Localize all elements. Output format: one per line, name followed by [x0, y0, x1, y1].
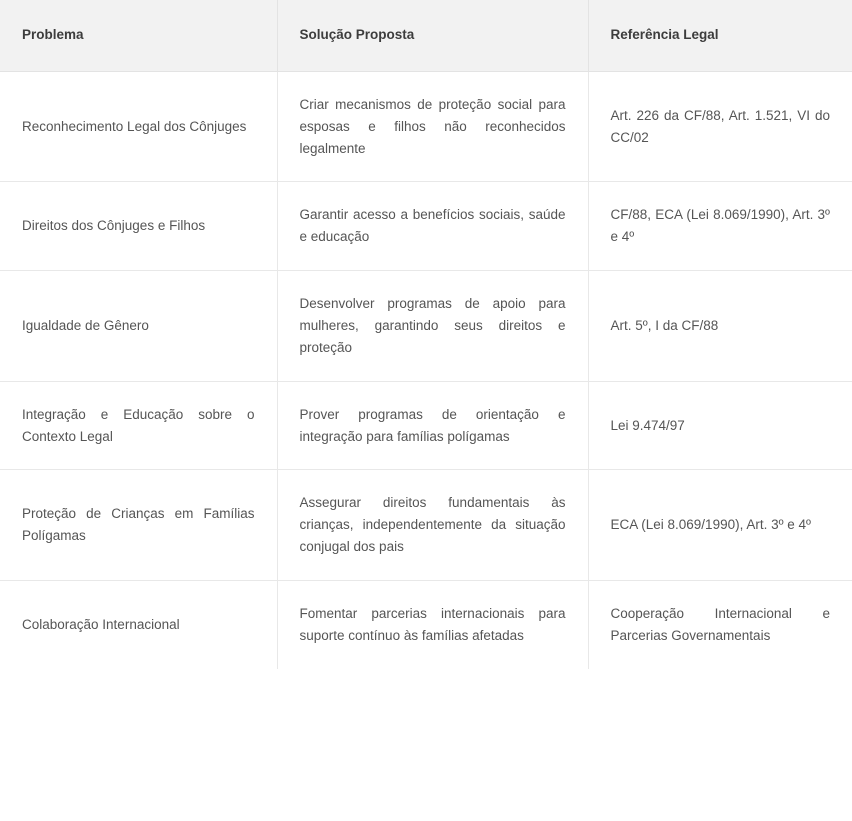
- cell-referencia: Cooperação Internacional e Parcerias Governamentais: [588, 581, 852, 669]
- cell-solucao: Garantir acesso a benefícios sociais, saúde e educação: [277, 182, 588, 271]
- column-header-solucao: Solução Proposta: [277, 0, 588, 71]
- column-header-referencia: Referência Legal: [588, 0, 852, 71]
- cell-solucao: Prover programas de orientação e integração para famílias polígamas: [277, 381, 588, 470]
- cell-solucao: Fomentar parcerias internacionais para suporte contínuo às famílias afetadas: [277, 581, 588, 669]
- table-header-row: [0, 0, 852, 71]
- cell-referencia: Art. 226 da CF/88, Art. 1.521, VI do CC/02: [588, 71, 852, 182]
- column-header-problema: Problema: [0, 0, 277, 71]
- cell-problema: Reconhecimento Legal dos Cônjuges: [0, 71, 277, 182]
- cell-problema: Direitos dos Cônjuges e Filhos: [0, 182, 277, 271]
- cell-referencia: Art. 5º, I da CF/88: [588, 271, 852, 382]
- table-row: [0, 271, 852, 382]
- cell-referencia: ECA (Lei 8.069/1990), Art. 3º e 4º: [588, 470, 852, 581]
- cell-problema: Igualdade de Gênero: [0, 271, 277, 382]
- cell-referencia: Lei 9.474/97: [588, 381, 852, 470]
- table-row: [0, 470, 852, 581]
- table-row: [0, 581, 852, 669]
- cell-solucao: Assegurar direitos fundamentais às crianças, independentemente da situação conjugal dos pais: [277, 470, 588, 581]
- table-row: [0, 381, 852, 470]
- cell-solucao: Criar mecanismos de proteção social para esposas e filhos não reconhecidos legalmente: [277, 71, 588, 182]
- table-header: [0, 0, 852, 71]
- table-row: [0, 182, 852, 271]
- table-body: [0, 71, 852, 668]
- table-row: [0, 71, 852, 182]
- cell-referencia: CF/88, ECA (Lei 8.069/1990), Art. 3º e 4º: [588, 182, 852, 271]
- cell-problema: Integração e Educação sobre o Contexto Legal: [0, 381, 277, 470]
- cell-problema: Colaboração Internacional: [0, 581, 277, 669]
- cell-problema: Proteção de Crianças em Famílias Polígamas: [0, 470, 277, 581]
- cell-solucao: Desenvolver programas de apoio para mulheres, garantindo seus direitos e proteção: [277, 271, 588, 382]
